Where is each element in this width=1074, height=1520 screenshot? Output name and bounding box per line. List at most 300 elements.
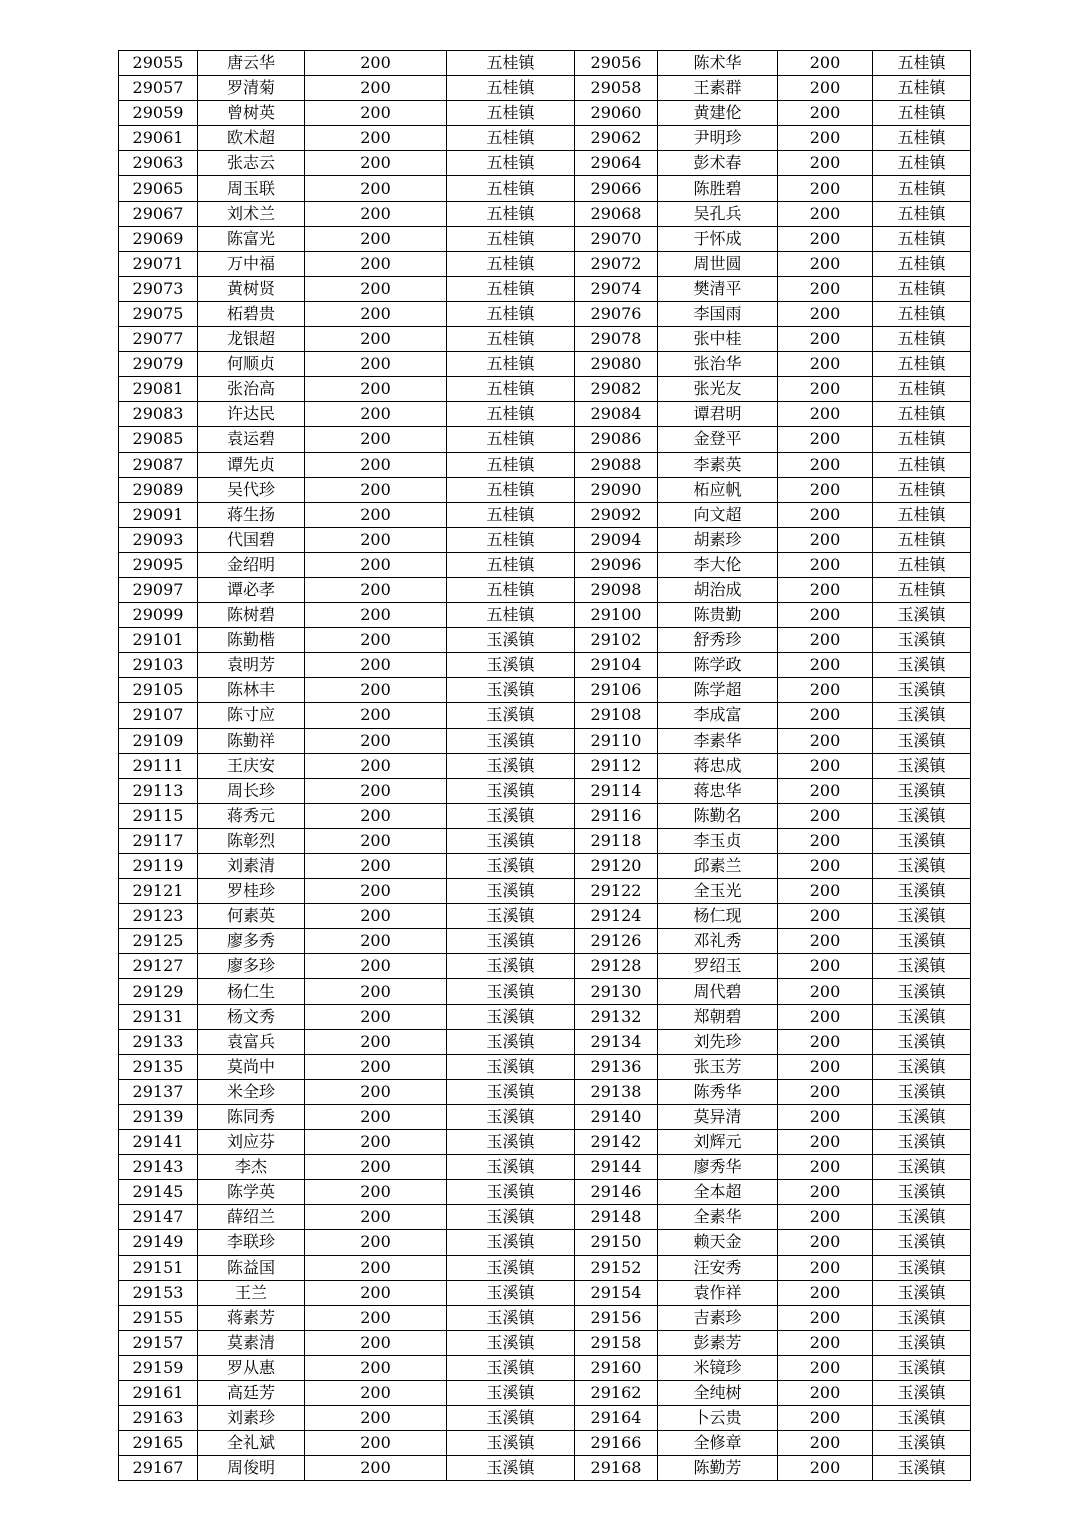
amount-left-cell: 200 bbox=[305, 1079, 447, 1104]
table-row bbox=[119, 151, 971, 176]
name-right-cell: 汪安秀 bbox=[658, 1255, 778, 1280]
name-right-cell: 谭君明 bbox=[658, 402, 778, 427]
town-right-cell: 玉溪镇 bbox=[873, 753, 971, 778]
id-left-cell: 29107 bbox=[119, 703, 198, 728]
id-right-cell: 29160 bbox=[575, 1355, 658, 1380]
name-right-cell: 胡治成 bbox=[658, 577, 778, 602]
amount-left-cell: 200 bbox=[305, 1330, 447, 1355]
id-left-cell: 29087 bbox=[119, 452, 198, 477]
amount-right-cell: 200 bbox=[778, 1280, 873, 1305]
name-right-cell: 赖天金 bbox=[658, 1230, 778, 1255]
id-left-cell: 29131 bbox=[119, 1004, 198, 1029]
id-left-cell: 29153 bbox=[119, 1280, 198, 1305]
name-right-cell: 向文超 bbox=[658, 502, 778, 527]
id-left-cell: 29069 bbox=[119, 226, 198, 251]
name-left-cell: 廖多珍 bbox=[198, 954, 305, 979]
town-left-cell: 玉溪镇 bbox=[447, 678, 575, 703]
amount-right-cell: 200 bbox=[778, 502, 873, 527]
name-left-cell: 黄树贤 bbox=[198, 276, 305, 301]
amount-left-cell: 200 bbox=[305, 226, 447, 251]
town-left-cell: 五桂镇 bbox=[447, 452, 575, 477]
name-left-cell: 刘素珍 bbox=[198, 1406, 305, 1431]
id-right-cell: 29146 bbox=[575, 1180, 658, 1205]
amount-right-cell: 200 bbox=[778, 1380, 873, 1405]
name-left-cell: 陈富光 bbox=[198, 226, 305, 251]
amount-right-cell: 200 bbox=[778, 803, 873, 828]
id-right-cell: 29110 bbox=[575, 728, 658, 753]
amount-left-cell: 200 bbox=[305, 703, 447, 728]
name-right-cell: 李素华 bbox=[658, 728, 778, 753]
town-left-cell: 玉溪镇 bbox=[447, 954, 575, 979]
town-right-cell: 玉溪镇 bbox=[873, 1155, 971, 1180]
table-row bbox=[119, 477, 971, 502]
town-left-cell: 玉溪镇 bbox=[447, 1330, 575, 1355]
amount-left-cell: 200 bbox=[305, 176, 447, 201]
town-left-cell: 玉溪镇 bbox=[447, 1180, 575, 1205]
name-right-cell: 全本超 bbox=[658, 1180, 778, 1205]
name-right-cell: 陈秀华 bbox=[658, 1079, 778, 1104]
name-left-cell: 陈勤楷 bbox=[198, 628, 305, 653]
amount-left-cell: 200 bbox=[305, 126, 447, 151]
town-left-cell: 玉溪镇 bbox=[447, 778, 575, 803]
amount-left-cell: 200 bbox=[305, 527, 447, 552]
id-left-cell: 29091 bbox=[119, 502, 198, 527]
town-left-cell: 玉溪镇 bbox=[447, 1280, 575, 1305]
table-row bbox=[119, 678, 971, 703]
town-left-cell: 五桂镇 bbox=[447, 251, 575, 276]
town-left-cell: 五桂镇 bbox=[447, 101, 575, 126]
town-left-cell: 玉溪镇 bbox=[447, 1230, 575, 1255]
amount-left-cell: 200 bbox=[305, 803, 447, 828]
amount-right-cell: 200 bbox=[778, 728, 873, 753]
id-right-cell: 29072 bbox=[575, 251, 658, 276]
roster-table bbox=[118, 50, 971, 1481]
id-left-cell: 29119 bbox=[119, 854, 198, 879]
table-row bbox=[119, 1330, 971, 1355]
id-left-cell: 29143 bbox=[119, 1155, 198, 1180]
town-right-cell: 玉溪镇 bbox=[873, 603, 971, 628]
town-left-cell: 玉溪镇 bbox=[447, 1054, 575, 1079]
id-right-cell: 29098 bbox=[575, 577, 658, 602]
town-right-cell: 五桂镇 bbox=[873, 51, 971, 76]
table-row bbox=[119, 1280, 971, 1305]
name-left-cell: 薛绍兰 bbox=[198, 1205, 305, 1230]
amount-left-cell: 200 bbox=[305, 452, 447, 477]
id-left-cell: 29111 bbox=[119, 753, 198, 778]
amount-right-cell: 200 bbox=[778, 352, 873, 377]
id-right-cell: 29166 bbox=[575, 1431, 658, 1456]
amount-left-cell: 200 bbox=[305, 301, 447, 326]
name-left-cell: 蒋生扬 bbox=[198, 502, 305, 527]
amount-left-cell: 200 bbox=[305, 1205, 447, 1230]
town-left-cell: 玉溪镇 bbox=[447, 854, 575, 879]
table-row bbox=[119, 653, 971, 678]
town-left-cell: 玉溪镇 bbox=[447, 653, 575, 678]
town-right-cell: 玉溪镇 bbox=[873, 828, 971, 853]
id-left-cell: 29097 bbox=[119, 577, 198, 602]
town-left-cell: 五桂镇 bbox=[447, 502, 575, 527]
amount-right-cell: 200 bbox=[778, 76, 873, 101]
name-right-cell: 张治华 bbox=[658, 352, 778, 377]
town-right-cell: 玉溪镇 bbox=[873, 1104, 971, 1129]
name-left-cell: 许达民 bbox=[198, 402, 305, 427]
town-left-cell: 五桂镇 bbox=[447, 477, 575, 502]
amount-right-cell: 200 bbox=[778, 778, 873, 803]
amount-right-cell: 200 bbox=[778, 703, 873, 728]
id-left-cell: 29129 bbox=[119, 979, 198, 1004]
table-row bbox=[119, 201, 971, 226]
name-left-cell: 王兰 bbox=[198, 1280, 305, 1305]
amount-right-cell: 200 bbox=[778, 1054, 873, 1079]
name-right-cell: 李成富 bbox=[658, 703, 778, 728]
id-right-cell: 29102 bbox=[575, 628, 658, 653]
town-left-cell: 玉溪镇 bbox=[447, 1255, 575, 1280]
name-right-cell: 全素华 bbox=[658, 1205, 778, 1230]
name-right-cell: 胡素珍 bbox=[658, 527, 778, 552]
town-right-cell: 五桂镇 bbox=[873, 352, 971, 377]
name-right-cell: 尹明珍 bbox=[658, 126, 778, 151]
id-right-cell: 29140 bbox=[575, 1104, 658, 1129]
id-right-cell: 29130 bbox=[575, 979, 658, 1004]
table-row bbox=[119, 954, 971, 979]
table-row bbox=[119, 251, 971, 276]
name-left-cell: 陈树碧 bbox=[198, 603, 305, 628]
id-left-cell: 29115 bbox=[119, 803, 198, 828]
table-row bbox=[119, 502, 971, 527]
id-left-cell: 29077 bbox=[119, 327, 198, 352]
table-row bbox=[119, 703, 971, 728]
town-left-cell: 五桂镇 bbox=[447, 176, 575, 201]
table-row bbox=[119, 1029, 971, 1054]
amount-right-cell: 200 bbox=[778, 452, 873, 477]
name-left-cell: 全礼斌 bbox=[198, 1431, 305, 1456]
town-right-cell: 玉溪镇 bbox=[873, 1280, 971, 1305]
id-left-cell: 29163 bbox=[119, 1406, 198, 1431]
amount-left-cell: 200 bbox=[305, 1280, 447, 1305]
amount-left-cell: 200 bbox=[305, 728, 447, 753]
table-row bbox=[119, 778, 971, 803]
table-row bbox=[119, 1054, 971, 1079]
id-right-cell: 29118 bbox=[575, 828, 658, 853]
name-left-cell: 张志云 bbox=[198, 151, 305, 176]
town-left-cell: 玉溪镇 bbox=[447, 1431, 575, 1456]
id-left-cell: 29161 bbox=[119, 1380, 198, 1405]
name-left-cell: 柘碧贵 bbox=[198, 301, 305, 326]
town-right-cell: 五桂镇 bbox=[873, 377, 971, 402]
id-right-cell: 29076 bbox=[575, 301, 658, 326]
name-right-cell: 邱素兰 bbox=[658, 854, 778, 879]
amount-right-cell: 200 bbox=[778, 101, 873, 126]
town-left-cell: 五桂镇 bbox=[447, 201, 575, 226]
town-left-cell: 玉溪镇 bbox=[447, 1130, 575, 1155]
name-right-cell: 廖秀华 bbox=[658, 1155, 778, 1180]
town-right-cell: 玉溪镇 bbox=[873, 879, 971, 904]
amount-left-cell: 200 bbox=[305, 76, 447, 101]
town-left-cell: 五桂镇 bbox=[447, 352, 575, 377]
id-left-cell: 29139 bbox=[119, 1104, 198, 1129]
id-left-cell: 29081 bbox=[119, 377, 198, 402]
table-row bbox=[119, 1406, 971, 1431]
town-left-cell: 五桂镇 bbox=[447, 301, 575, 326]
name-left-cell: 谭先贞 bbox=[198, 452, 305, 477]
amount-right-cell: 200 bbox=[778, 1255, 873, 1280]
town-right-cell: 五桂镇 bbox=[873, 101, 971, 126]
town-left-cell: 玉溪镇 bbox=[447, 929, 575, 954]
id-right-cell: 29108 bbox=[575, 703, 658, 728]
town-left-cell: 玉溪镇 bbox=[447, 1456, 575, 1481]
id-right-cell: 29124 bbox=[575, 904, 658, 929]
name-left-cell: 蒋素芳 bbox=[198, 1305, 305, 1330]
id-left-cell: 29061 bbox=[119, 126, 198, 151]
name-right-cell: 李素英 bbox=[658, 452, 778, 477]
amount-right-cell: 200 bbox=[778, 753, 873, 778]
id-right-cell: 29080 bbox=[575, 352, 658, 377]
table-row bbox=[119, 527, 971, 552]
id-right-cell: 29116 bbox=[575, 803, 658, 828]
id-right-cell: 29144 bbox=[575, 1155, 658, 1180]
amount-right-cell: 200 bbox=[778, 201, 873, 226]
amount-right-cell: 200 bbox=[778, 552, 873, 577]
name-left-cell: 李杰 bbox=[198, 1155, 305, 1180]
id-left-cell: 29065 bbox=[119, 176, 198, 201]
town-right-cell: 玉溪镇 bbox=[873, 904, 971, 929]
town-left-cell: 玉溪镇 bbox=[447, 753, 575, 778]
name-right-cell: 刘辉元 bbox=[658, 1130, 778, 1155]
town-left-cell: 玉溪镇 bbox=[447, 1104, 575, 1129]
name-right-cell: 王素群 bbox=[658, 76, 778, 101]
id-right-cell: 29152 bbox=[575, 1255, 658, 1280]
id-left-cell: 29103 bbox=[119, 653, 198, 678]
table-row bbox=[119, 327, 971, 352]
name-left-cell: 周长珍 bbox=[198, 778, 305, 803]
name-left-cell: 陈寸应 bbox=[198, 703, 305, 728]
amount-left-cell: 200 bbox=[305, 954, 447, 979]
id-right-cell: 29128 bbox=[575, 954, 658, 979]
amount-left-cell: 200 bbox=[305, 402, 447, 427]
amount-right-cell: 200 bbox=[778, 879, 873, 904]
name-left-cell: 廖多秀 bbox=[198, 929, 305, 954]
town-right-cell: 玉溪镇 bbox=[873, 1180, 971, 1205]
town-right-cell: 玉溪镇 bbox=[873, 703, 971, 728]
town-right-cell: 玉溪镇 bbox=[873, 979, 971, 1004]
town-right-cell: 玉溪镇 bbox=[873, 1330, 971, 1355]
table-row bbox=[119, 301, 971, 326]
town-right-cell: 五桂镇 bbox=[873, 527, 971, 552]
town-right-cell: 五桂镇 bbox=[873, 176, 971, 201]
amount-left-cell: 200 bbox=[305, 1155, 447, 1180]
name-left-cell: 陈同秀 bbox=[198, 1104, 305, 1129]
table-row bbox=[119, 1230, 971, 1255]
town-right-cell: 五桂镇 bbox=[873, 552, 971, 577]
town-left-cell: 玉溪镇 bbox=[447, 703, 575, 728]
table-row bbox=[119, 427, 971, 452]
name-left-cell: 罗桂珍 bbox=[198, 879, 305, 904]
table-row bbox=[119, 452, 971, 477]
table-row bbox=[119, 803, 971, 828]
table-row bbox=[119, 904, 971, 929]
name-left-cell: 刘应芬 bbox=[198, 1130, 305, 1155]
table-row bbox=[119, 1180, 971, 1205]
name-left-cell: 刘素清 bbox=[198, 854, 305, 879]
town-left-cell: 玉溪镇 bbox=[447, 1205, 575, 1230]
town-left-cell: 玉溪镇 bbox=[447, 1004, 575, 1029]
name-left-cell: 陈益国 bbox=[198, 1255, 305, 1280]
town-left-cell: 五桂镇 bbox=[447, 151, 575, 176]
id-right-cell: 29126 bbox=[575, 929, 658, 954]
name-left-cell: 莫素清 bbox=[198, 1330, 305, 1355]
name-right-cell: 樊清平 bbox=[658, 276, 778, 301]
amount-left-cell: 200 bbox=[305, 904, 447, 929]
amount-left-cell: 200 bbox=[305, 929, 447, 954]
id-left-cell: 29085 bbox=[119, 427, 198, 452]
name-left-cell: 何顺贞 bbox=[198, 352, 305, 377]
town-right-cell: 玉溪镇 bbox=[873, 1380, 971, 1405]
town-right-cell: 五桂镇 bbox=[873, 402, 971, 427]
table-row bbox=[119, 1431, 971, 1456]
amount-left-cell: 200 bbox=[305, 377, 447, 402]
name-left-cell: 陈学英 bbox=[198, 1180, 305, 1205]
town-right-cell: 五桂镇 bbox=[873, 226, 971, 251]
amount-right-cell: 200 bbox=[778, 1330, 873, 1355]
name-left-cell: 刘术兰 bbox=[198, 201, 305, 226]
amount-right-cell: 200 bbox=[778, 1104, 873, 1129]
id-right-cell: 29120 bbox=[575, 854, 658, 879]
town-left-cell: 五桂镇 bbox=[447, 552, 575, 577]
table-row bbox=[119, 1205, 971, 1230]
amount-left-cell: 200 bbox=[305, 327, 447, 352]
town-left-cell: 玉溪镇 bbox=[447, 1155, 575, 1180]
name-right-cell: 全修章 bbox=[658, 1431, 778, 1456]
table-row bbox=[119, 276, 971, 301]
town-left-cell: 玉溪镇 bbox=[447, 1355, 575, 1380]
amount-left-cell: 200 bbox=[305, 51, 447, 76]
name-right-cell: 卜云贵 bbox=[658, 1406, 778, 1431]
table-body bbox=[119, 51, 971, 1481]
id-left-cell: 29057 bbox=[119, 76, 198, 101]
town-left-cell: 五桂镇 bbox=[447, 377, 575, 402]
name-left-cell: 万中福 bbox=[198, 251, 305, 276]
amount-right-cell: 200 bbox=[778, 226, 873, 251]
name-left-cell: 欧术超 bbox=[198, 126, 305, 151]
amount-right-cell: 200 bbox=[778, 51, 873, 76]
amount-left-cell: 200 bbox=[305, 552, 447, 577]
table-row bbox=[119, 728, 971, 753]
id-right-cell: 29156 bbox=[575, 1305, 658, 1330]
name-right-cell: 米镜珍 bbox=[658, 1355, 778, 1380]
town-left-cell: 五桂镇 bbox=[447, 427, 575, 452]
town-right-cell: 五桂镇 bbox=[873, 477, 971, 502]
town-left-cell: 玉溪镇 bbox=[447, 628, 575, 653]
amount-left-cell: 200 bbox=[305, 477, 447, 502]
amount-right-cell: 200 bbox=[778, 979, 873, 1004]
town-left-cell: 玉溪镇 bbox=[447, 904, 575, 929]
amount-right-cell: 200 bbox=[778, 402, 873, 427]
amount-left-cell: 200 bbox=[305, 101, 447, 126]
id-right-cell: 29158 bbox=[575, 1330, 658, 1355]
amount-left-cell: 200 bbox=[305, 276, 447, 301]
name-right-cell: 陈勤芳 bbox=[658, 1456, 778, 1481]
amount-left-cell: 200 bbox=[305, 1305, 447, 1330]
table-row bbox=[119, 828, 971, 853]
id-right-cell: 29138 bbox=[575, 1079, 658, 1104]
amount-left-cell: 200 bbox=[305, 854, 447, 879]
name-right-cell: 陈学超 bbox=[658, 678, 778, 703]
id-right-cell: 29096 bbox=[575, 552, 658, 577]
id-left-cell: 29117 bbox=[119, 828, 198, 853]
name-left-cell: 金绍明 bbox=[198, 552, 305, 577]
id-left-cell: 29113 bbox=[119, 778, 198, 803]
table-row bbox=[119, 854, 971, 879]
id-left-cell: 29071 bbox=[119, 251, 198, 276]
town-right-cell: 玉溪镇 bbox=[873, 854, 971, 879]
id-left-cell: 29167 bbox=[119, 1456, 198, 1481]
amount-right-cell: 200 bbox=[778, 527, 873, 552]
id-right-cell: 29154 bbox=[575, 1280, 658, 1305]
amount-left-cell: 200 bbox=[305, 1180, 447, 1205]
name-left-cell: 周俊明 bbox=[198, 1456, 305, 1481]
id-right-cell: 29136 bbox=[575, 1054, 658, 1079]
amount-left-cell: 200 bbox=[305, 1130, 447, 1155]
id-right-cell: 29078 bbox=[575, 327, 658, 352]
amount-left-cell: 200 bbox=[305, 1230, 447, 1255]
id-right-cell: 29058 bbox=[575, 76, 658, 101]
town-right-cell: 玉溪镇 bbox=[873, 929, 971, 954]
id-left-cell: 29083 bbox=[119, 402, 198, 427]
name-right-cell: 金登平 bbox=[658, 427, 778, 452]
id-right-cell: 29056 bbox=[575, 51, 658, 76]
amount-left-cell: 200 bbox=[305, 1456, 447, 1481]
town-left-cell: 玉溪镇 bbox=[447, 1029, 575, 1054]
name-left-cell: 罗清菊 bbox=[198, 76, 305, 101]
town-right-cell: 玉溪镇 bbox=[873, 1004, 971, 1029]
id-left-cell: 29149 bbox=[119, 1230, 198, 1255]
town-right-cell: 玉溪镇 bbox=[873, 1205, 971, 1230]
amount-right-cell: 200 bbox=[778, 301, 873, 326]
amount-right-cell: 200 bbox=[778, 653, 873, 678]
town-right-cell: 五桂镇 bbox=[873, 126, 971, 151]
table-row bbox=[119, 402, 971, 427]
amount-left-cell: 200 bbox=[305, 1054, 447, 1079]
amount-right-cell: 200 bbox=[778, 1004, 873, 1029]
name-right-cell: 杨仁现 bbox=[658, 904, 778, 929]
town-left-cell: 玉溪镇 bbox=[447, 879, 575, 904]
name-right-cell: 陈学政 bbox=[658, 653, 778, 678]
id-right-cell: 29100 bbox=[575, 603, 658, 628]
amount-right-cell: 200 bbox=[778, 854, 873, 879]
amount-left-cell: 200 bbox=[305, 653, 447, 678]
amount-right-cell: 200 bbox=[778, 1456, 873, 1481]
name-right-cell: 袁作祥 bbox=[658, 1280, 778, 1305]
town-left-cell: 五桂镇 bbox=[447, 577, 575, 602]
town-left-cell: 玉溪镇 bbox=[447, 728, 575, 753]
name-right-cell: 黄建伦 bbox=[658, 101, 778, 126]
id-left-cell: 29121 bbox=[119, 879, 198, 904]
name-right-cell: 李玉贞 bbox=[658, 828, 778, 853]
id-right-cell: 29114 bbox=[575, 778, 658, 803]
name-left-cell: 杨文秀 bbox=[198, 1004, 305, 1029]
name-right-cell: 柘应帆 bbox=[658, 477, 778, 502]
amount-right-cell: 200 bbox=[778, 126, 873, 151]
town-right-cell: 五桂镇 bbox=[873, 301, 971, 326]
id-left-cell: 29063 bbox=[119, 151, 198, 176]
town-right-cell: 五桂镇 bbox=[873, 452, 971, 477]
table-row bbox=[119, 929, 971, 954]
amount-left-cell: 200 bbox=[305, 1255, 447, 1280]
name-right-cell: 李国雨 bbox=[658, 301, 778, 326]
id-right-cell: 29060 bbox=[575, 101, 658, 126]
id-left-cell: 29123 bbox=[119, 904, 198, 929]
table-row bbox=[119, 1104, 971, 1129]
